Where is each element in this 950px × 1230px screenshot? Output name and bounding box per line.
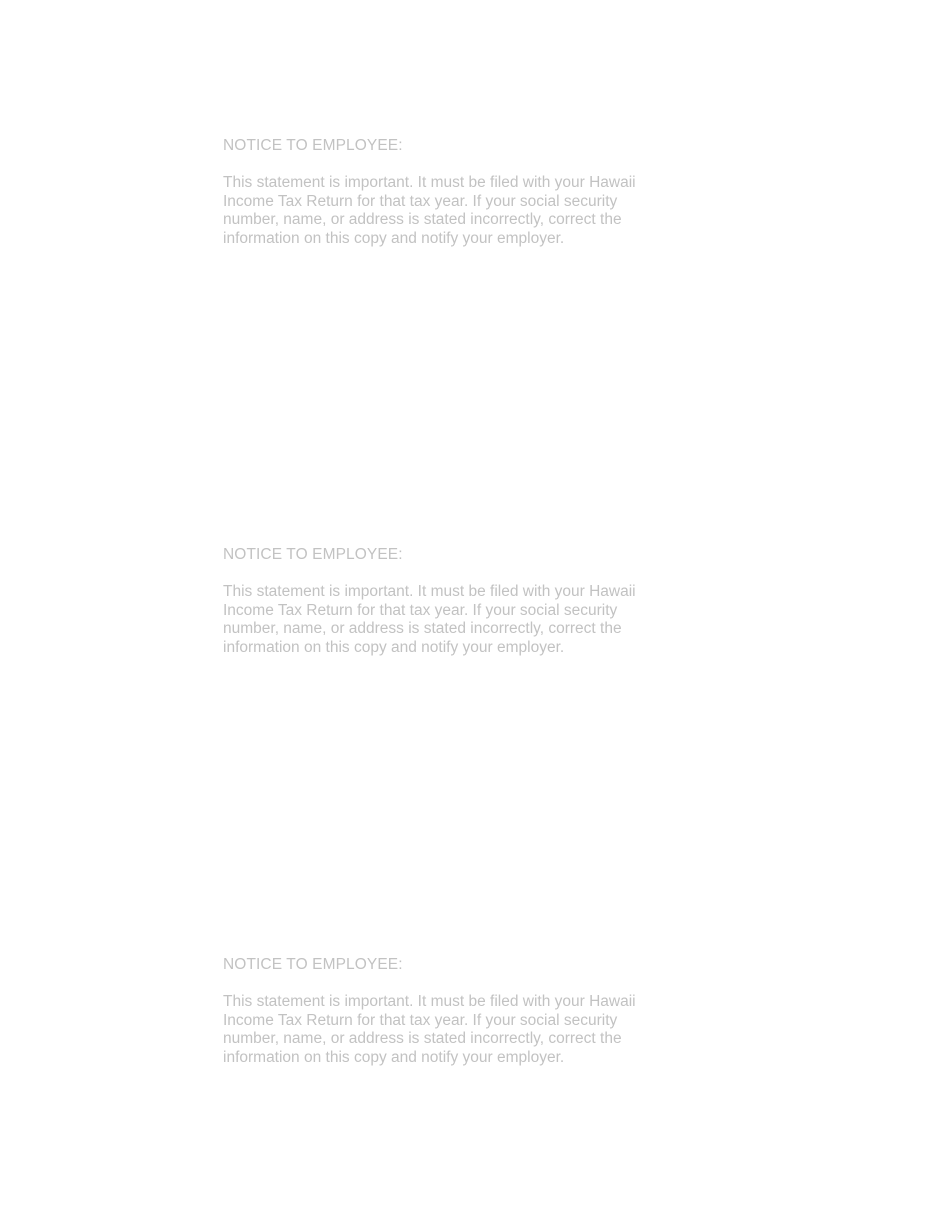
notice-body-line: number, name, or address is stated incorrectly, correct the [223,620,622,638]
notice-body [223,583,653,658]
notice-heading: NOTICE TO EMPLOYEE: [223,137,403,154]
notice-body-line: number, name, or address is stated incorrectly, correct the [223,1030,622,1048]
notice-body-line: Income Tax Return for that tax year. If your social security [223,601,618,619]
notice-body-line: number, name, or address is stated incorrectly, correct the [223,211,622,229]
employee-notice-2 [223,546,653,658]
notice-body-line: This statement is important. It must be filed with your Hawaii [223,174,636,191]
notice-body-line: Income Tax Return for that tax year. If your social security [223,1011,618,1029]
notice-body-line: This statement is important. It must be filed with your Hawaii [223,583,636,600]
notice-body-line: This statement is important. It must be filed with your Hawaii [223,993,636,1010]
notice-body [223,993,653,1068]
notice-body-line: information on this copy and notify your employer. [223,1049,565,1067]
notice-body [223,174,653,249]
employee-notice-3 [223,956,653,1068]
notice-body-line: information on this copy and notify your employer. [223,230,565,248]
notice-heading: NOTICE TO EMPLOYEE: [223,956,403,973]
employee-notice-1 [223,137,653,249]
notice-body-line: Income Tax Return for that tax year. If your social security [223,192,618,210]
notice-body-line: information on this copy and notify your employer. [223,639,565,657]
notice-heading: NOTICE TO EMPLOYEE: [223,546,403,563]
